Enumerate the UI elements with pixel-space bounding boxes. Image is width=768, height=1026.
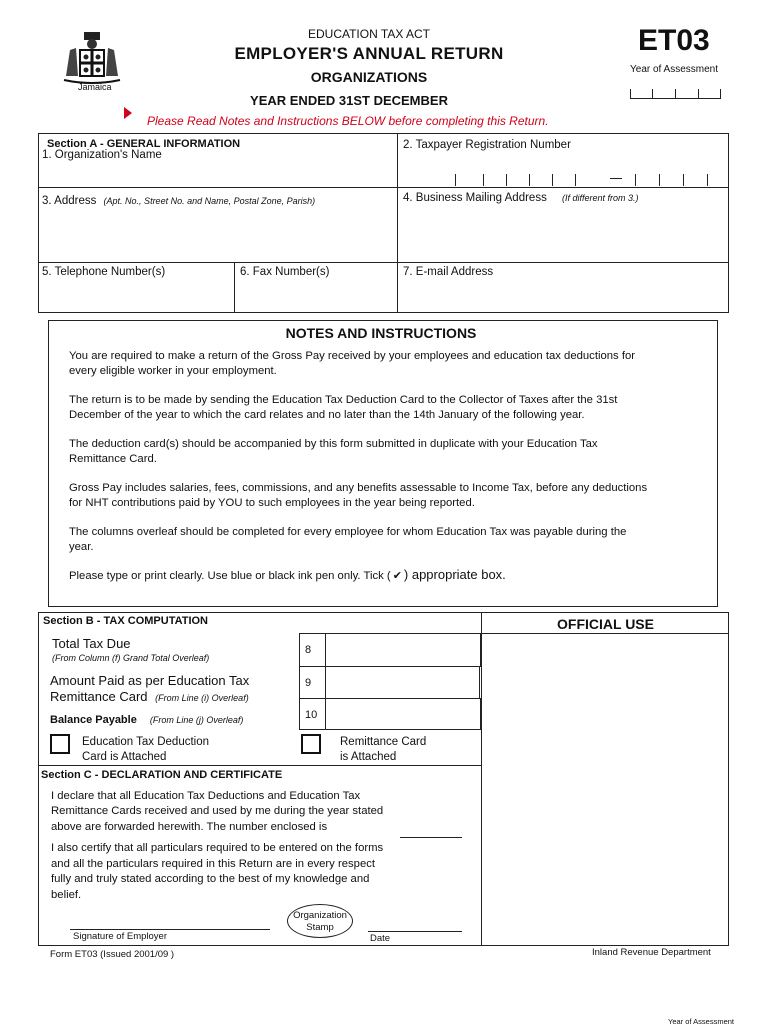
amount-paid-label-2-text: Remittance Card [50,689,148,704]
address-field[interactable] [42,194,315,208]
notes-heading: NOTES AND INSTRUCTIONS [285,325,477,341]
stamp-line-2: Stamp [306,922,334,933]
note-6-tail: ) appropriate box. [403,567,506,582]
stamp-line-1: Organization [293,910,347,921]
deduction-card-line-2: Card is Attached [82,751,167,763]
section-c-heading: Section C - DECLARATION AND CERTIFICATE [41,769,283,781]
department-name: Inland Revenue Department [592,947,711,958]
trn-boxes[interactable] [455,172,713,186]
remittance-card-line-1: Remittance Card [340,736,427,748]
remittance-card-checkbox[interactable] [301,734,321,754]
total-tax-input[interactable] [325,633,481,667]
line-10-label: 10 [305,709,318,721]
line-10-number [299,698,326,730]
org-name-field[interactable]: 1. Organization's Name [42,149,162,161]
address-hint: (Apt. No., Street No. and Name, Postal Zone, Parish) [103,196,316,206]
year-of-assessment-field[interactable] [630,88,721,99]
read-notes-warning: Please Read Notes and Instructions BELOW before completing this Return. [147,114,549,128]
telephone-field[interactable]: 5. Telephone Number(s) [42,266,166,278]
remittance-card-label [340,735,426,765]
section-b-heading: Section B - TAX COMPUTATION [43,615,208,627]
organization-stamp[interactable] [287,904,353,938]
note-6 [69,567,649,584]
trn-field[interactable]: 2. Taxpayer Registration Number [403,139,571,151]
mailing-label: 4. Business Mailing Address [403,192,547,204]
line-8-number [299,633,326,667]
balance-label [50,714,243,726]
remittance-card-line-2: is Attached [340,751,397,763]
fax-field[interactable]: 6. Fax Number(s) [240,266,330,278]
date-line[interactable] [368,931,462,932]
certificate-line-3: fully and truly stated according to the best of my knowledge and [51,873,370,885]
act-title: EDUCATION TAX ACT [307,27,430,41]
notes-body [69,349,649,598]
deduction-card-line-1: Education Tax Deduction [82,736,210,748]
form-id: Form ET03 (Issued 2001/09 ) [50,949,175,960]
mailing-address-field[interactable] [403,191,639,205]
certificate-line-1: I also certify that all particulars required to be entered on the forms [51,842,384,854]
amount-paid-label-2 [50,689,249,704]
certificate-line-4: belief. [51,888,82,901]
balance-hint: (From Line (j) Overleaf) [149,715,244,725]
note-3: The deduction card(s) should be accompanied by this form submitted in duplicate with your Education Tax Remittance Card. [69,438,598,465]
amount-paid-input[interactable] [325,666,480,699]
page-title: EMPLOYER'S ANNUAL RETURN [234,44,504,63]
total-tax-hint: (From Column (f) Grand Total Overleaf) [52,653,210,663]
amount-paid-hint: (From Line (i) Overleaf) [155,693,249,703]
form-code: ET03 [638,24,710,57]
declaration-line-2: Remittance Cards received and used by me during the year stated [51,805,384,818]
amount-paid-label-1: Amount Paid as per Education Tax [50,673,250,688]
deduction-card-label [82,735,209,765]
deduction-card-checkbox[interactable] [50,734,70,754]
note-1: You are required to make a return of the Gross Pay received by your employees and education tax deductions for every eligible worker in your employment. [69,350,636,377]
year-of-assessment-label: Year of Assessment [630,64,719,75]
signature-label: Signature of Employer [73,931,167,942]
signature-line[interactable] [70,929,270,930]
section-a-heading: Section A - GENERAL INFORMATION [47,138,241,150]
mailing-hint: (If different from 3.) [562,193,639,203]
email-field[interactable]: 7. E-mail Address [403,266,494,278]
number-enclosed-field[interactable] [400,837,462,838]
certificate-line-2: and all the particulars required in this Return are in every respect [51,857,376,870]
total-tax-label: Total Tax Due [52,636,131,651]
address-label: 3. Address [42,195,97,207]
line-8-label: 8 [305,644,312,656]
note-4: Gross Pay includes salaries, fees, commissions, and any benefits assessable to Income Tax, before any deductions for NHT contributions paid by YOU to such employees in the year being reported. [69,482,648,509]
tick-mark-icon: ✔ [392,570,402,582]
note-2: The return is to be made by sending the Education Tax Deduction Card to the Collector of Taxes after the 31st December of the year to which the card relates and no later than the 14th January of the following year. [69,394,618,421]
date-label: Date [370,933,391,944]
coat-of-arms-icon [60,30,124,88]
note-6-text: Please type or print clearly. Use blue or black ink pen only. Tick ( [69,570,391,582]
line-9-number [299,666,326,699]
arrow-icon [124,107,132,119]
page-subtitle: ORGANIZATIONS [310,69,428,85]
note-5: The columns overleaf should be completed for every employee for whom Education Tax was payable during the year. [69,526,627,553]
certificate-text [51,841,441,903]
declaration-line-1: I declare that all Education Tax Deductions and Education Tax [51,790,361,802]
line-9-label: 9 [305,677,312,689]
declaration-text [51,789,441,835]
year-ended: YEAR ENDED 31ST DECEMBER [250,93,448,108]
official-use-heading: OFFICIAL USE [557,616,654,632]
balance-input[interactable] [325,698,481,730]
balance-label-text: Balance Payable [50,714,137,726]
next-page-year-label: Year of Assessment [668,1017,735,1026]
country-name: Jamaica [78,82,112,92]
declaration-line-3: above are forwarded herewith. The number enclosed is [51,820,328,833]
